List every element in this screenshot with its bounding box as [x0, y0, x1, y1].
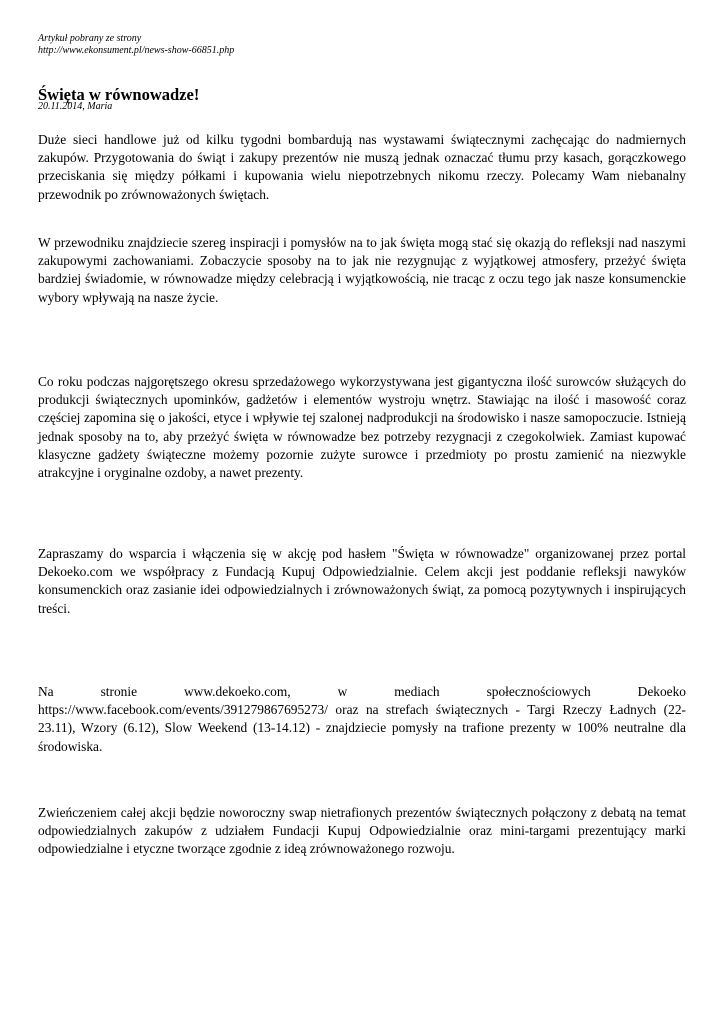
paragraph-6: Zwieńczeniem całej akcji będzie noworoczny swap nietrafionych prezentów świątecznych połączony z debatą na temat odpowiedzialnych zakupów z udziałem Fundacji Kupuj Odpowiedzialnie oraz mini-targami prezentujący marki odpowiedzialne i etyczne tworzące zgodnie z ideą zrównoważonego rozwoju. — [38, 805, 686, 857]
paragraph-3: Co roku podczas najgorętszego okresu sprzedażowego wykorzystywana jest gigantyczna ilość surowców służących do produkcji świątecznych upominków, gadżetów i elementów wystroju wnętrz. Stawiając na ilość i masowość coraz częściej zapomina się o jakości, etyce i wpływie tej szalonej nadprodukcji na środowisko i nasze samopoczucie. Istnieją jednak sposoby na to, aby przeżyć święta w równowadze bez potrzeby rezygnacji z czegokolwiek. Zamiast kupować klasyczne gadżety świąteczne możemy pozornie zużyte surowce i przedmioty po prostu zamienić na niezwykle atrakcyjne i oryginalne ozdoby, a nawet prezenty. — [38, 374, 686, 481]
paragraph-1: Duże sieci handlowe już od kilku tygodni bombardują nas wystawami świątecznymi zachęcając do nadmiernych zakupów. Przygotowania do świąt i zakupy prezentów nie muszą jednak oznaczać tłumu przy kasach, gorączkowego przeciskania się między półkami i kupowania wielu niepotrzebnych nikomu rzeczy. Polecamy Wam niebanalny przewodnik po zrównoważonych świętach. — [38, 132, 686, 202]
source-note — [38, 33, 234, 57]
article-date-author: 20.11.2014, Maria — [38, 101, 113, 112]
paragraph-2: W przewodniku znajdziecie szereg inspiracji i pomysłów na to jak święta mogą stać się okazją do refleksji nad naszymi zakupowymi zachowaniami. Zobaczycie sposoby na to jak nie rezygnując z wyjątkowej atmosfery, przeżyć święta bardziej świadomie, w równowadze między celebracją i wyjątkowością, nie tracąc z oczu tego jak nasze konsumenckie wybory wpływają na nasze życie. — [38, 235, 686, 305]
paragraph-5: Na stronie www.dekoeko.com, w mediach społecznościowych Dekoeko https://www.facebook.com/events/391279867695273/ oraz na strefach świątecznych - Targi Rzeczy Ładnych (22-23.11), Wzory (6.12), Slow Weekend (13-14.12) - znajdziecie pomysły na trafione prezenty w 100% neutralne dla środowiska. — [38, 684, 686, 754]
paragraph-4: Zapraszamy do wsparcia i włączenia się w akcję pod hasłem "Święta w równowadze" organizowanej przez portal Dekoeko.com we współpracy z Fundacją Kupuj Odpowiedzialnie. Celem akcji jest poddanie refleksji nawyków konsumenckich oraz zasianie idei odpowiedzialnych i zrównoważonych świąt, za pomocą pozytywnych i inspirujących treści. — [38, 546, 686, 616]
article-title: Święta w równowadze! — [38, 85, 200, 104]
source-label: Artykuł pobrany ze strony — [38, 33, 142, 44]
source-url: http://www.ekonsument.pl/news-show-66851.php — [38, 45, 235, 56]
